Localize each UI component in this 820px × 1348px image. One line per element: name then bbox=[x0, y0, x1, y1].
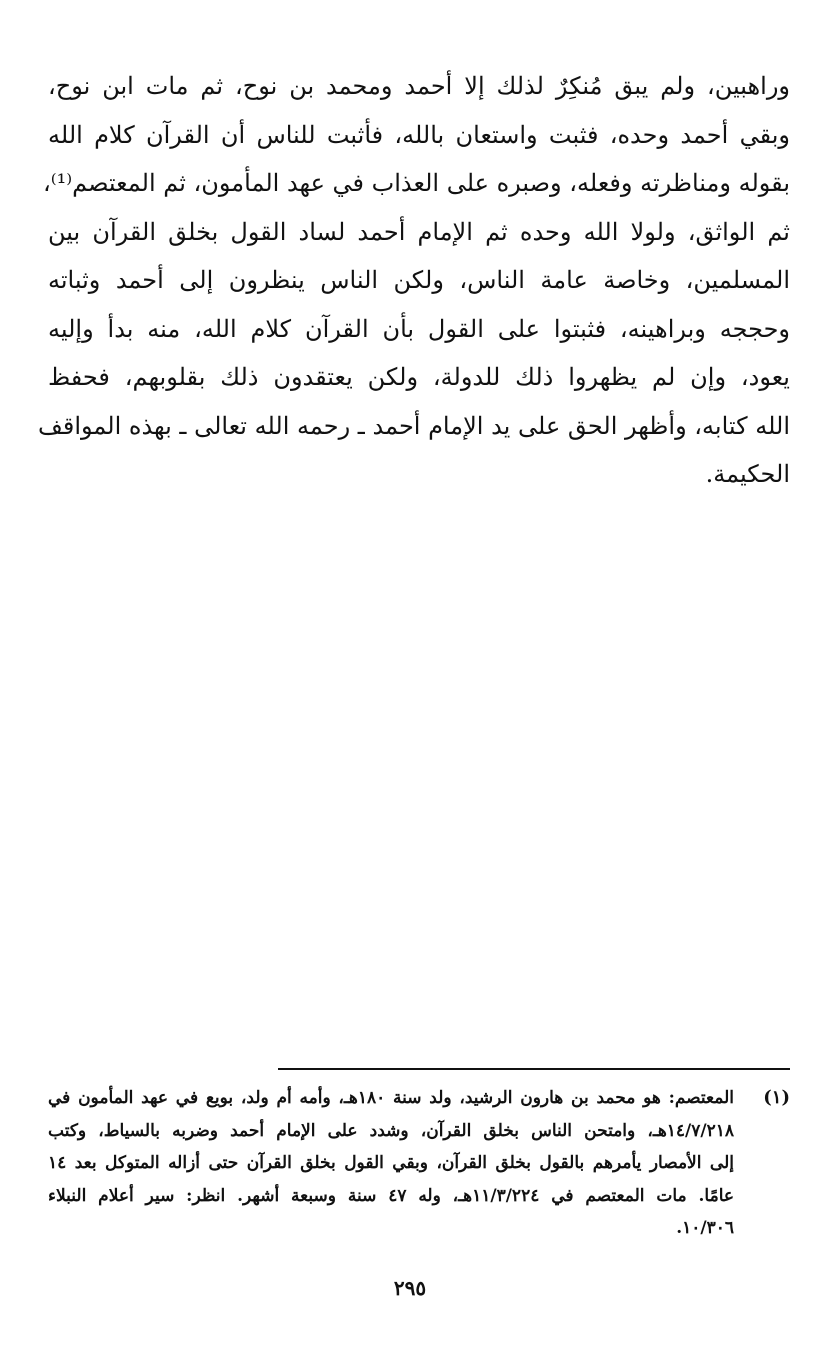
footnote-line: ١٤/٧/٢١٨هـ، وامتحن الناس بخلق القرآن، وشدد على الإمام أحمد وضربه بالسياط، وكتب bbox=[48, 1120, 734, 1141]
text-line: المسلمين، وخاصة عامة الناس، ولكن الناس ينظرون إلى أحمد وثباته bbox=[48, 266, 790, 294]
footnote-line: ١٠/٣٠٦. bbox=[676, 1218, 734, 1238]
text-line: الحكيمة. bbox=[705, 460, 790, 488]
text-line: بقوله ومناظرته وفعله، وصبره على العذاب في عهد المأمون، ثم المعتصم⁽¹⁾، bbox=[42, 169, 790, 197]
footnote-line: إلى الأمصار يأمرهم بالقول بخلق القرآن، وبقي القول بخلق القرآن حتى أزاله المتوكل بعد ١٤ bbox=[48, 1153, 734, 1173]
footnote-line: المعتصم: هو محمد بن هارون الرشيد، ولد سنة ١٨٠هـ، وأمه أم ولد، بويع في عهد المأمون في bbox=[48, 1088, 734, 1108]
text-line: وبقي أحمد وحده، فثبت واستعان بالله، فأثبت للناس أن القرآن كلام الله bbox=[48, 120, 790, 149]
main-text bbox=[38, 62, 791, 499]
footnote-line: عامًا. مات المعتصم في ١١/٣/٢٢٤هـ، وله ٤٧ سنة وسبعة أشهر. انظر: سير أعلام النبلاء bbox=[48, 1185, 735, 1206]
text-line: الله كتابه، وأظهر الحق على يد الإمام أحمد ـ رحمه الله تعالى ـ بهذه المواقف bbox=[38, 411, 790, 440]
text-line: ثم الواثق، ولولا الله وحده ثم الإمام أحمد لساد القول بخلق القرآن بين bbox=[48, 217, 790, 246]
footnote-body bbox=[48, 1082, 734, 1245]
footnote bbox=[48, 1082, 790, 1245]
footnote-separator bbox=[278, 1068, 790, 1070]
text-line: وراهبين، ولم يبق مُنكِرٌ لذلك إلا أحمد ومحمد بن نوح، ثم مات ابن نوح، bbox=[48, 72, 791, 100]
page-number: ٢٩٥ bbox=[393, 1276, 427, 1300]
footnote-marker: (١) bbox=[763, 1087, 790, 1108]
text-line: وحججه وبراهينه، فثبتوا على القول بأن القرآن كلام الله، منه بدأ وإليه bbox=[48, 314, 790, 343]
text-line: يعود، وإن لم يظهروا ذلك للدولة، ولكن يعتقدون ذلك بقلوبهم، فحفظ bbox=[48, 363, 790, 391]
